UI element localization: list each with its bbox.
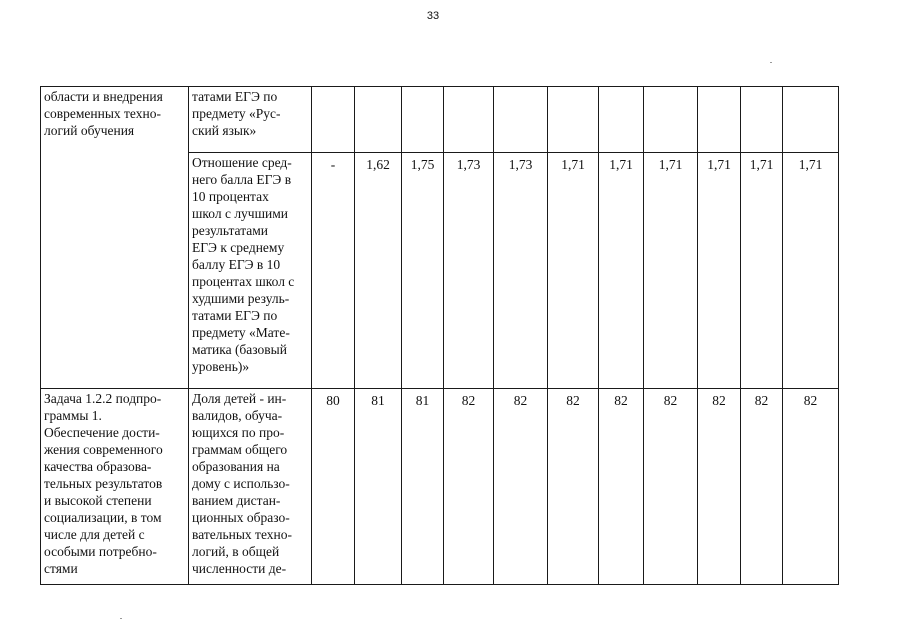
value-cell: 1,75 [402, 153, 444, 389]
indicators-table [40, 86, 839, 585]
table-row [41, 389, 839, 585]
task-text-line: жения современного [44, 442, 163, 457]
indicator-text-line: валидов, обуча- [192, 408, 283, 423]
value-cell: 81 [402, 389, 444, 585]
value-cell: - [312, 153, 355, 389]
indicator-text-line: ющихся по про- [192, 425, 285, 440]
value-cell: 1,71 [548, 153, 599, 389]
value-cell: 1,71 [741, 153, 783, 389]
indicator-text-line: ванием дистан- [192, 493, 281, 508]
task-text-line: тельных результатов [44, 476, 163, 491]
indicator-text-line: ский язык» [192, 123, 257, 138]
task-text-line: качества образова- [44, 459, 152, 474]
indicator-text-line: матика (базовый [192, 342, 287, 357]
indicator-text-line: баллу ЕГЭ в 10 [192, 257, 281, 272]
indicator-text-line: худшими резуль- [192, 291, 290, 306]
value-cell [698, 87, 741, 153]
value-cell [494, 87, 548, 153]
indicator-text-line: логий, в общей [192, 544, 280, 559]
value-cell: 82 [783, 389, 839, 585]
value-cell [444, 87, 494, 153]
value-cell: 82 [599, 389, 644, 585]
indicator-text-line: ционных образо- [192, 510, 290, 525]
indicator-text-line: него балла ЕГЭ в [192, 172, 292, 187]
value-cell: 1,71 [783, 153, 839, 389]
indicator-text-line: предмету «Мате- [192, 325, 290, 340]
value-cell: 82 [741, 389, 783, 585]
value-cell [644, 87, 698, 153]
value-cell [599, 87, 644, 153]
task-text-line: граммы 1. [44, 408, 102, 423]
task-text-line: Задача 1.2.2 подпро- [44, 391, 162, 406]
scan-speck [770, 62, 772, 63]
value-cell: 1,71 [698, 153, 741, 389]
value-cell: 82 [644, 389, 698, 585]
value-cell: 1,71 [599, 153, 644, 389]
task-text-line: Обеспечение дости- [44, 425, 160, 440]
value-cell: 82 [548, 389, 599, 585]
value-cell: 82 [698, 389, 741, 585]
value-cell [548, 87, 599, 153]
value-cell [741, 87, 783, 153]
table-row [41, 87, 839, 153]
value-cell: 82 [494, 389, 548, 585]
task-text-line: особыми потребно- [44, 544, 157, 559]
scan-speck [120, 618, 122, 619]
indicator-text-line: школ с лучшими [192, 206, 288, 221]
indicator-text-line: дому с использо- [192, 476, 290, 491]
indicator-text-line: ЕГЭ к среднему [192, 240, 285, 255]
value-cell [402, 87, 444, 153]
indicator-text-line: результатами [192, 223, 269, 238]
indicator-text-line: 10 процентах [192, 189, 269, 204]
table-body [41, 87, 839, 585]
indicator-text-line: Отношение сред- [192, 155, 292, 170]
task-text-line: области и внедрения [44, 89, 163, 104]
value-cell: 82 [444, 389, 494, 585]
page-number: 33 [426, 10, 440, 22]
task-text-line: социализации, в том [44, 510, 162, 525]
value-cell: 1,73 [494, 153, 548, 389]
task-cell [41, 87, 189, 389]
value-cell: 1,71 [644, 153, 698, 389]
indicator-text-line: предмету «Рус- [192, 106, 281, 121]
indicator-text-line: образования на [192, 459, 280, 474]
indicator-cell [189, 389, 312, 585]
indicator-text-line: уровень)» [192, 359, 250, 374]
indicator-text-line: процентах школ с [192, 274, 295, 289]
value-cell [312, 87, 355, 153]
task-cell [41, 389, 189, 585]
value-cell: 81 [355, 389, 402, 585]
value-cell: 1,62 [355, 153, 402, 389]
value-cell: 1,73 [444, 153, 494, 389]
indicator-text-line: татами ЕГЭ по [192, 89, 278, 104]
indicator-cell [189, 87, 312, 153]
value-cell [355, 87, 402, 153]
indicator-text-line: граммам общего [192, 442, 288, 457]
value-cell [783, 87, 839, 153]
task-text-line: числе для детей с [44, 527, 145, 542]
task-text-line: стями [44, 561, 78, 576]
indicator-text-line: татами ЕГЭ по [192, 308, 278, 323]
indicator-text-line: численности де- [192, 561, 287, 576]
task-text-line: и высокой степени [44, 493, 152, 508]
indicator-cell [189, 153, 312, 389]
indicator-text-line: Доля детей - ин- [192, 391, 287, 406]
value-cell: 80 [312, 389, 355, 585]
indicator-text-line: вательных техно- [192, 527, 292, 542]
task-text-line: современных техно- [44, 106, 161, 121]
task-text-line: логий обучения [44, 123, 135, 138]
